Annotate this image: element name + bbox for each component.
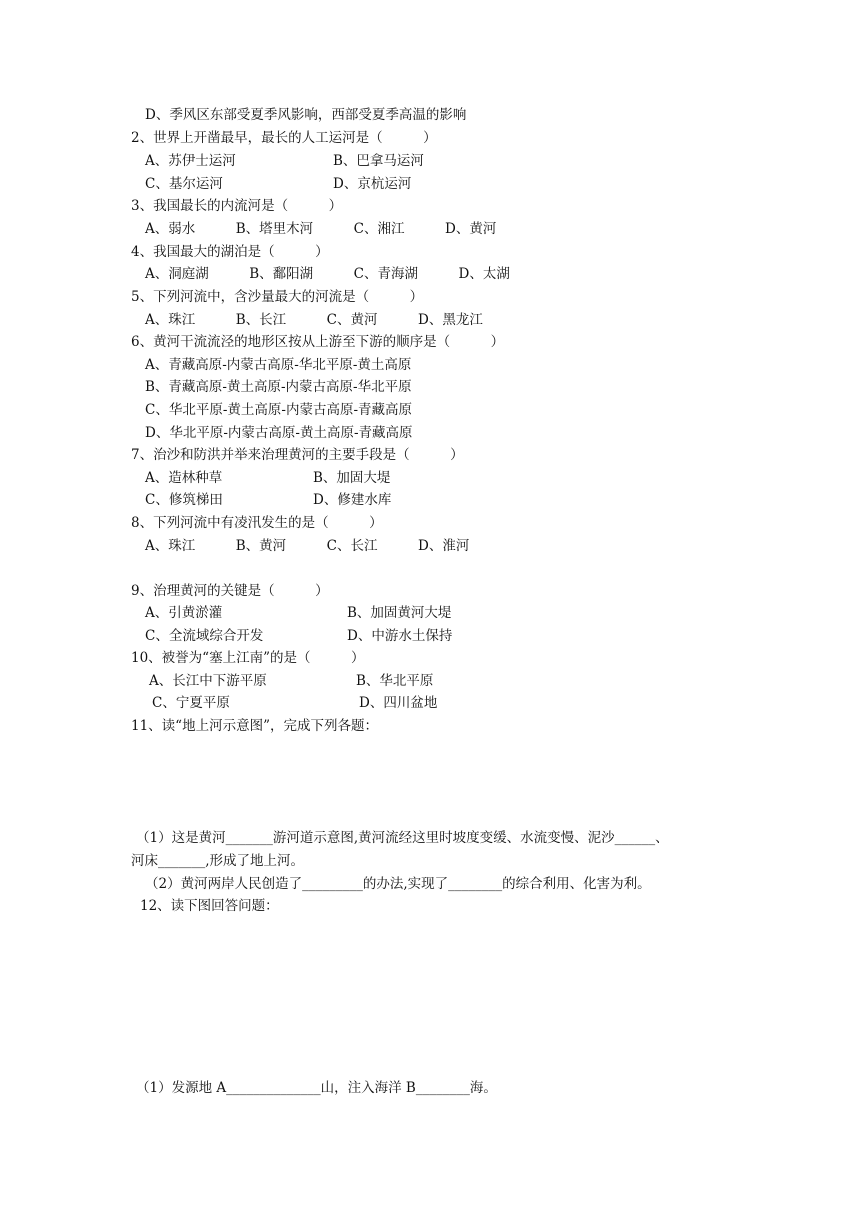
q6-option-a: A、青藏高原-内蒙古高原-华北平原-黄土高原 [145, 357, 412, 373]
q9-option-c: C、全流域综合开发 [145, 628, 264, 644]
question-11: 11、读“地上河示意图”，完成下列各题： [131, 718, 378, 734]
q9-option-d: D、中游水土保持 [347, 628, 453, 644]
q4-options: A、洞庭湖 B、鄱阳湖 C、青海湖 D、太湖 [145, 266, 510, 282]
question-8: 8、下列河流中有凌汛发生的是（ ） [131, 515, 383, 531]
question-9: 9、治理黄河的关键是（ ） [131, 583, 329, 599]
q12-part1: （1）发源地 A______________山，注入海洋 B________海。 [136, 1080, 497, 1096]
q3-options: A、弱水 B、塔里木河 C、湘江 D、黄河 [145, 221, 497, 237]
question-2: 2、世界上开凿最早，最长的人工运河是（ ） [131, 130, 437, 146]
question-3: 3、我国最长的内流河是（ ） [131, 198, 343, 214]
q11-part1-line1: （1）这是黄河_______游河道示意图,黄河流经这里时坡度变缓、水流变慢、泥沙______、 [136, 830, 669, 846]
q2-option-b: B、巴拿马运河 [333, 153, 424, 169]
q6-option-d: D、华北平原-内蒙古高原-黄土高原-青藏高原 [145, 425, 413, 441]
q2-option-d: D、京杭运河 [333, 176, 412, 192]
q8-options: A、珠江 B、黄河 C、长江 D、淮河 [145, 538, 470, 554]
q10-option-c: C、宁夏平原 [152, 695, 230, 711]
q10-option-d: D、四川盆地 [359, 695, 438, 711]
q11-part2: （2）黄河两岸人民创造了_________的办法,实现了________的综合利用、化害为利。 [145, 876, 651, 892]
q10-option-b: B、华北平原 [356, 673, 434, 689]
q7-option-b: B、加固大堤 [313, 470, 391, 486]
q11-part1-line2: 河床_______,形成了地上河。 [131, 853, 305, 869]
question-10: 10、被誉为“塞上江南”的是（ ） [131, 650, 365, 666]
q9-option-b: B、加固黄河大堤 [347, 605, 452, 621]
q7-option-c: C、修筑梯田 [145, 492, 223, 508]
q2-option-c: C、基尔运河 [145, 176, 223, 192]
question-12: 12、读下图回答问题： [140, 898, 279, 914]
question-6: 6、黄河干流流泾的地形区按从上游至下游的顺序是（ ） [131, 334, 505, 350]
question-7: 7、治沙和防洪并举来治理黄河的主要手段是（ ） [131, 447, 464, 463]
q7-option-a: A、造林种草 [145, 470, 223, 486]
q7-option-d: D、修建水库 [313, 492, 392, 508]
question-5: 5、下列河流中，含沙量最大的河流是（ ） [131, 289, 424, 305]
q6-option-b: B、青藏高原-黄土高原-内蒙古高原-华北平原 [145, 379, 412, 395]
q2-option-a: A、苏伊士运河 [145, 153, 236, 169]
question-4: 4、我国最大的湖泊是（ ） [131, 244, 329, 260]
q1-option-d: D、季风区东部受夏季风影响，西部受夏季高温的影响 [145, 107, 467, 123]
q6-option-c: C、华北平原-黄土高原-内蒙古高原-青藏高原 [145, 402, 413, 418]
q10-option-a: A、长江中下游平原 [149, 673, 267, 689]
q9-option-a: A、引黄淤灌 [145, 605, 223, 621]
q5-options: A、珠江 B、长江 C、黄河 D、黑龙江 [145, 312, 483, 328]
